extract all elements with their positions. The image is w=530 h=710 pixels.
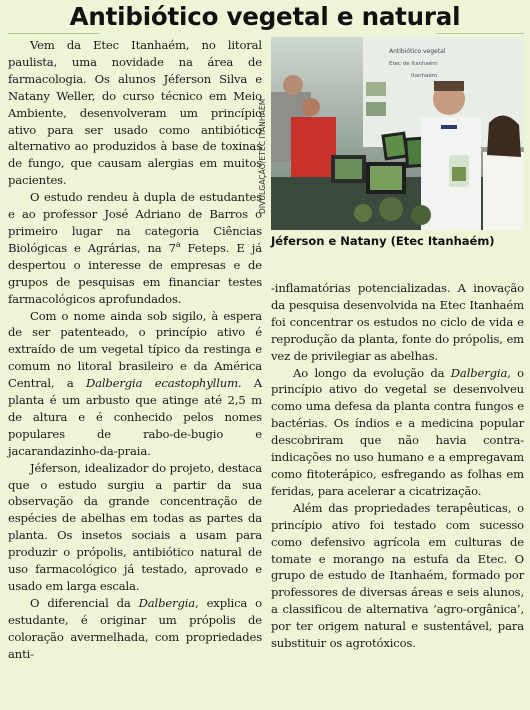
article-headline: Antibiótico vegetal e natural [69,2,461,31]
svg-text:Antibiótico vegetal: Antibiótico vegetal [389,48,446,55]
right-column [271,280,524,652]
paragraph-intro: Vem da Etec Itanhaém, no litoral paulista, uma novidade na área de farmacologia. Os alunos Jéferson Silva e Natany Weller, do curso técnico em Meio Ambiente, desenvolveram um princípio ativo para ser usado como antibiótico alternativo ao produzidos à base de toxinas de fungo, que causam alergias em muitos pacientes. [8,38,262,188]
genus-name: Dalbergia [138,595,196,610]
person-natany [483,152,524,230]
paragraph-plant: Com o nome ainda sob sigilo, à espera de ser patenteado, o princípio ativo é extraído de um vegetal típico da restinga e comum no litoral brasileiro e da América Central, a Dalbergia ecastophyllum. A planta é um arbusto que atinge até 2,5 m de altura e é conhecido pelos nomes populares de rabo-de-bugio e jacarandazinho-da-praia. [8,308,263,458]
paragraph-agro: Além das propriedades terapêuticas, o princípio ativo foi testado com sucesso como defensivo agrícola em culturas de tomate e morango na estufa da Etec. O grupo de estudo de Itanhaém, formado por professores de diversas áreas e seis alunos, a classificou de alternativa ‘agro-orgânica’, por ter origem natural e sustentável, para substituir os agrotóxicos. [271,500,524,651]
species-name: Dalbergia ecastophyllum [85,376,238,391]
genus-name-2: Dalbergia [450,365,508,380]
paragraph-bees: Jéferson, idealizador do projeto, destaca que o estudo surgiu a partir da sua observação da grande concentração de espécies de abelhas em todas as partes da planta. Os insetos sociais a usam para produzir o própolis, antibiótico natural de uso farmacológico já testado, aprovado e usado em larga escala. [8,460,262,593]
paragraph-evolution: Ao longo da evolução da Dalbergia, o princípio ativo do vegetal se desenvolveu como uma defesa da planta contra fungos e bactérias. Os índios e a medicina popular descobriram que não havia contra-indicações no uso humano e a empregavam como fitoterápico, esfregando as folhas em feridas, para acelerar a cicatrização. [271,365,525,498]
headline-rule-right [436,33,524,34]
paragraph-award: O estudo rendeu à dupla de estudantes e ao professor José Adriano de Barros o primeiro lugar na categoria Ciências Biológicas e Agrárias, na 7$^a$ Feteps. E já despertou o interesse de empresas e de grupos de pesquisas em financiar testes farmacológicos aprofundados. [8,190,262,306]
headline-rule-left [8,33,100,34]
photo-credit: DIVULGAÇÃO/ETEC ITANHAÉM [258,98,267,214]
left-column [8,37,262,663]
svg-text:Itanhaém: Itanhaém [411,73,438,79]
photo-caption: Jéferson e Natany (Etec Itanhaém) [271,234,495,248]
article-photo [271,37,524,230]
photo-illustration [271,37,524,230]
paragraph-differential: O diferencial da Dalbergia, explica o estudante, é originar um própolis de coloração avermelhada, com propriedades anti- [8,595,262,661]
paragraph-continuation: -inflamatórias potencializadas. A inovação da pesquisa desenvolvida na Etec Itanhaém foi concentrar os estudos no ciclo de vida e reprodução da planta, fonte do própolis, em vez de privilegiar as abelhas. [271,281,524,363]
svg-text:Etec de Itanhaém: Etec de Itanhaém [389,61,438,67]
person-red-shirt [291,117,336,177]
